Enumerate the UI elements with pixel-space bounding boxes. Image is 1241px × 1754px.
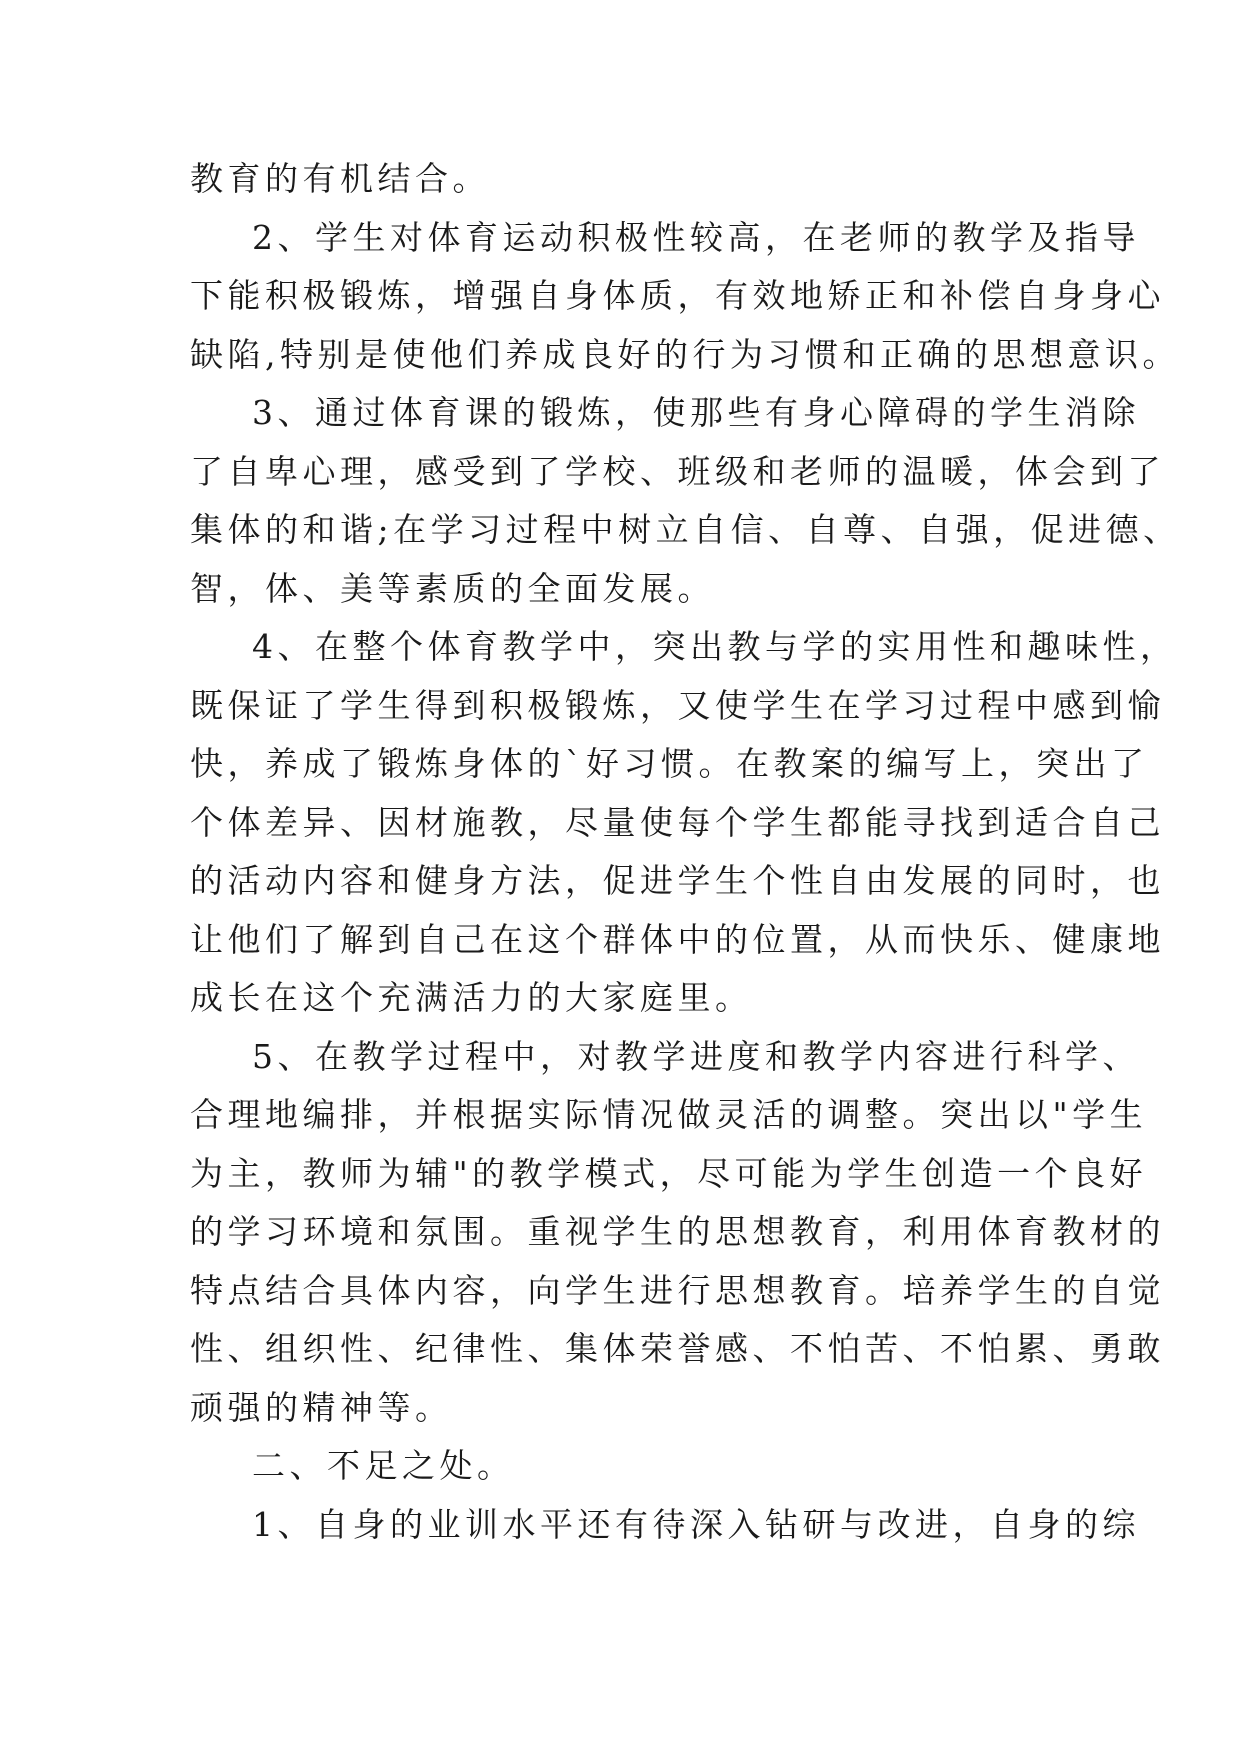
text-line: 快，养成了锻炼身体的`好习惯。在教案的编写上，突出了 [190,744,1149,783]
text-line: 个体差异、因材施教，尽量使每个学生都能寻找到适合自己 [190,802,1165,842]
text-line: 性、组织性、纪律性、集体荣誉感、不怕苦、不怕累、勇敢 [190,1329,1165,1368]
text-line: 让他们了解到自己在这个群体中的位置，从而快乐、健康地 [190,919,1165,959]
text-line: 2、学生对体育运动积极性较高，在老师的教学及指导 [252,217,1140,257]
text-line: 特点结合具体内容，向学生进行思想教育。培养学生的自觉 [190,1270,1165,1310]
text-line: 1、自身的业训水平还有待深入钻研与改进，自身的综 [252,1504,1140,1544]
text-line: 的活动内容和健身方法，促进学生个性自由发展的同时，也 [190,861,1165,900]
text-line: 集体的和谐;在学习过程中树立自信、自尊、自强，促进德、 [190,510,1181,549]
text-line: 的学习环境和氛围。重视学生的思想教育，利用体育教材的 [190,1212,1165,1251]
document-body [190,150,1181,1554]
text-line: 为主，教师为辅"的教学模式，尽可能为学生创造一个良好 [190,1153,1148,1193]
text-line: 4、在整个体育教学中，突出教与学的实用性和趣味性， [252,627,1178,666]
text-line: 3、通过体育课的锻炼，使那些有身心障碍的学生消除 [252,393,1140,432]
text-line: 合理地编排，并根据实际情况做灵活的调整。突出以"学生 [190,1095,1148,1134]
text-line: 缺陷,特别是使他们养成良好的行为习惯和正确的思想意识。 [190,334,1180,374]
section-heading: 二、不足之处。 [252,1446,515,1485]
text-line: 顽强的精神等。 [190,1387,453,1427]
text-line: 教育的有机结合。 [190,159,490,198]
text-line: 既保证了学生得到积极锻炼，又使学生在学习过程中感到愉 [190,685,1165,725]
text-line: 智，体、美等素质的全面发展。 [190,568,715,608]
text-line: 成长在这个充满活力的大家庭里。 [190,978,753,1017]
text-line: 5、在教学过程中，对教学进度和教学内容进行科学、 [252,1036,1140,1076]
text-line: 下能积极锻炼，增强自身体质，有效地矫正和补偿自身身心 [190,276,1165,315]
text-line: 了自卑心理，感受到了学校、班级和老师的温暖，体会到了 [190,451,1165,491]
